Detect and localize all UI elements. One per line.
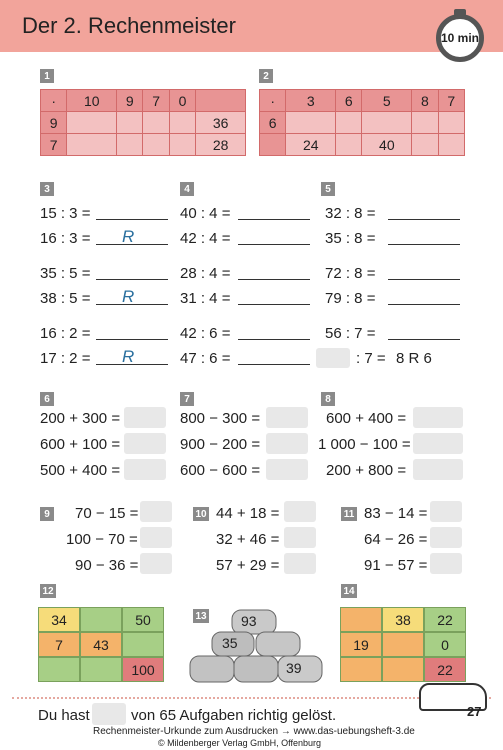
equation: 600 + 400 = — [326, 410, 407, 427]
answer-box[interactable] — [124, 433, 166, 454]
equation: 42 : 6 = — [180, 325, 231, 342]
task-number: 5 — [321, 182, 335, 196]
equation: 16 : 2 = — [40, 325, 91, 342]
grid-cell: 6 — [336, 90, 362, 112]
grid-cell: 8 — [412, 90, 438, 112]
answer-box[interactable] — [124, 459, 166, 480]
stone-value: 35 — [222, 635, 238, 651]
equation: 800 − 300 = — [180, 410, 261, 427]
equation: 15 : 3 = — [40, 205, 91, 222]
timer-label: 10 min — [441, 31, 480, 45]
equation: 64 − 26 = — [364, 531, 428, 548]
equation: 32 + 46 = — [216, 531, 280, 548]
equation: 42 : 4 = — [180, 230, 231, 247]
grid-cell: 9 — [41, 112, 67, 134]
answer-line[interactable] — [96, 339, 168, 340]
grid-cell[interactable] — [143, 134, 169, 156]
grid-cell: 28 — [196, 134, 246, 156]
task-number: 6 — [40, 392, 54, 406]
grid-cell: 3 — [286, 90, 336, 112]
page-title: Der 2. Rechenmeister — [22, 13, 236, 38]
answer-box[interactable] — [124, 407, 166, 428]
score-box[interactable] — [92, 703, 126, 725]
grid-cell[interactable] — [336, 112, 362, 134]
answer-line[interactable] — [238, 219, 310, 220]
result-text: 8 R 6 — [396, 350, 432, 367]
answer-line[interactable] — [388, 304, 460, 305]
task-number: 10 — [193, 507, 209, 521]
stone-shape — [256, 632, 300, 656]
answer-line[interactable] — [388, 339, 460, 340]
grid-cell[interactable] — [336, 134, 362, 156]
puzzle-cell[interactable] — [382, 632, 424, 657]
answer-box[interactable] — [140, 527, 172, 548]
equation: 72 : 8 = — [325, 265, 376, 282]
remainder-mark: R — [122, 287, 135, 306]
grid-cell[interactable] — [412, 112, 438, 134]
grid-cell[interactable] — [438, 112, 464, 134]
grid-cell: 9 — [117, 90, 143, 112]
answer-box[interactable] — [284, 553, 316, 574]
grid-cell[interactable] — [117, 134, 143, 156]
timer-icon — [436, 14, 484, 62]
grid-cell: 24 — [286, 134, 336, 156]
task-number: 14 — [341, 584, 357, 598]
stone-shape — [190, 656, 234, 682]
puzzle-cell: 38 — [382, 607, 424, 632]
answer-box[interactable] — [430, 527, 462, 548]
answer-line[interactable] — [238, 304, 310, 305]
grid-cell[interactable] — [286, 112, 336, 134]
puzzle-cell: 43 — [80, 632, 122, 657]
task-number: 13 — [193, 609, 209, 623]
equation: 47 : 6 = — [180, 350, 231, 367]
task-number: 12 — [40, 584, 56, 598]
equation: 70 − 15 = — [75, 505, 139, 522]
equation: 600 − 600 = — [180, 462, 261, 479]
grid-cell: 7 — [143, 90, 169, 112]
puzzle-cell[interactable] — [80, 607, 122, 632]
task-number: 3 — [40, 182, 54, 196]
answer-box[interactable] — [284, 501, 316, 522]
grid-cell[interactable] — [143, 112, 169, 134]
equation: 28 : 4 = — [180, 265, 231, 282]
equation: 44 + 18 = — [216, 505, 280, 522]
grid-cell[interactable] — [67, 134, 117, 156]
puzzle-cell: 22 — [424, 607, 466, 632]
stone-shape — [234, 656, 278, 682]
equation: 32 : 8 = — [325, 205, 376, 222]
grid-cell: 40 — [362, 134, 412, 156]
task-number: 11 — [341, 507, 357, 521]
puzzle-cell[interactable] — [340, 607, 382, 632]
grid-cell — [196, 90, 246, 112]
answer-line[interactable] — [388, 279, 460, 280]
answer-box[interactable] — [140, 501, 172, 522]
answer-line[interactable] — [238, 339, 310, 340]
task1-table — [40, 89, 246, 156]
task-number: 9 — [40, 507, 54, 521]
equation: 600 + 100 = — [40, 436, 121, 453]
equation: 38 : 5 = — [40, 290, 91, 307]
grid-cell: 5 — [362, 90, 412, 112]
equation: 56 : 7 = — [325, 325, 376, 342]
remainder-mark: R — [122, 347, 135, 366]
answer-line[interactable] — [238, 279, 310, 280]
grid-cell: 6 — [260, 112, 286, 134]
grid-cell[interactable] — [67, 112, 117, 134]
grid-cell[interactable] — [412, 134, 438, 156]
equation: 900 − 200 = — [180, 436, 261, 453]
grid-cell[interactable] — [438, 134, 464, 156]
score-label: Du hast — [38, 707, 90, 724]
equation: 57 + 29 = — [216, 557, 280, 574]
equation: 200 + 300 = — [40, 410, 121, 427]
task-number: 1 — [40, 69, 54, 83]
answer-line[interactable] — [96, 279, 168, 280]
task-number: 2 — [259, 69, 273, 83]
answer-line[interactable] — [96, 219, 168, 220]
page-number: 27 — [467, 704, 482, 719]
equation: 500 + 400 = — [40, 462, 121, 479]
grid-cell: 10 — [67, 90, 117, 112]
equation: : 7 = — [356, 350, 386, 367]
grid-cell: · — [260, 90, 286, 112]
answer-box[interactable] — [266, 407, 308, 428]
puzzle-cell[interactable] — [38, 657, 80, 682]
grid-cell: 36 — [196, 112, 246, 134]
equation: 83 − 14 = — [364, 505, 428, 522]
grid-cell[interactable] — [117, 112, 143, 134]
remainder-mark: R — [122, 227, 135, 246]
puzzle-cell: 0 — [424, 632, 466, 657]
answer-box[interactable] — [140, 553, 172, 574]
task-number: 8 — [321, 392, 335, 406]
grid-cell: 7 — [41, 134, 67, 156]
answer-box[interactable] — [413, 407, 463, 428]
grid-cell: 7 — [438, 90, 464, 112]
equation: 100 − 70 = — [66, 531, 138, 548]
equation: 35 : 5 = — [40, 265, 91, 282]
answer-box[interactable] — [430, 553, 462, 574]
equation: 17 : 2 = — [40, 350, 91, 367]
answer-box[interactable] — [316, 348, 350, 368]
task-number: 4 — [180, 182, 194, 196]
answer-box[interactable] — [413, 459, 463, 480]
answer-box[interactable] — [413, 433, 463, 454]
answer-line[interactable] — [238, 364, 310, 365]
puzzle-cell: 22 — [424, 657, 466, 682]
task-number: 7 — [180, 392, 194, 406]
equation: 31 : 4 = — [180, 290, 231, 307]
grid-cell[interactable] — [169, 112, 195, 134]
equation: 79 : 8 = — [325, 290, 376, 307]
grid-cell[interactable] — [260, 134, 286, 156]
puzzle-cell: 7 — [38, 632, 80, 657]
equation: 91 − 57 = — [364, 557, 428, 574]
task2-table — [259, 89, 465, 156]
equation: 35 : 8 = — [325, 230, 376, 247]
answer-box[interactable] — [284, 527, 316, 548]
answer-line[interactable] — [388, 219, 460, 220]
answer-box[interactable] — [266, 459, 308, 480]
puzzle-cell: 19 — [340, 632, 382, 657]
puzzle-cell[interactable] — [122, 632, 164, 657]
grid-cell: 0 — [169, 90, 195, 112]
puzzle-cell: 50 — [122, 607, 164, 632]
puzzle-cell[interactable] — [80, 657, 122, 682]
puzzle-cell: 100 — [122, 657, 164, 682]
grid-cell: · — [41, 90, 67, 112]
grid-cell[interactable] — [169, 134, 195, 156]
answer-box[interactable] — [430, 501, 462, 522]
stone-value: 39 — [286, 660, 302, 676]
equation: 200 + 800 = — [326, 462, 407, 479]
equation: 1 000 − 100 = — [318, 436, 411, 453]
equation: 16 : 3 = — [40, 230, 91, 247]
equation: 40 : 4 = — [180, 205, 231, 222]
puzzle-cell[interactable] — [340, 657, 382, 682]
copyright-text: © Mildenberger Verlag GmbH, Offenburg — [158, 738, 322, 748]
footer-text: Rechenmeister-Urkunde zum Ausdrucken → www.das-uebungsheft-3.de — [93, 726, 415, 737]
answer-box[interactable] — [266, 433, 308, 454]
score-label: von 65 Aufgaben richtig gelöst. — [131, 707, 337, 724]
puzzle-cell[interactable] — [382, 657, 424, 682]
answer-line[interactable] — [388, 244, 460, 245]
answer-line[interactable] — [238, 244, 310, 245]
grid-cell[interactable] — [362, 112, 412, 134]
equation: 90 − 36 = — [75, 557, 139, 574]
puzzle-cell: 34 — [38, 607, 80, 632]
stone-value: 93 — [241, 613, 257, 629]
